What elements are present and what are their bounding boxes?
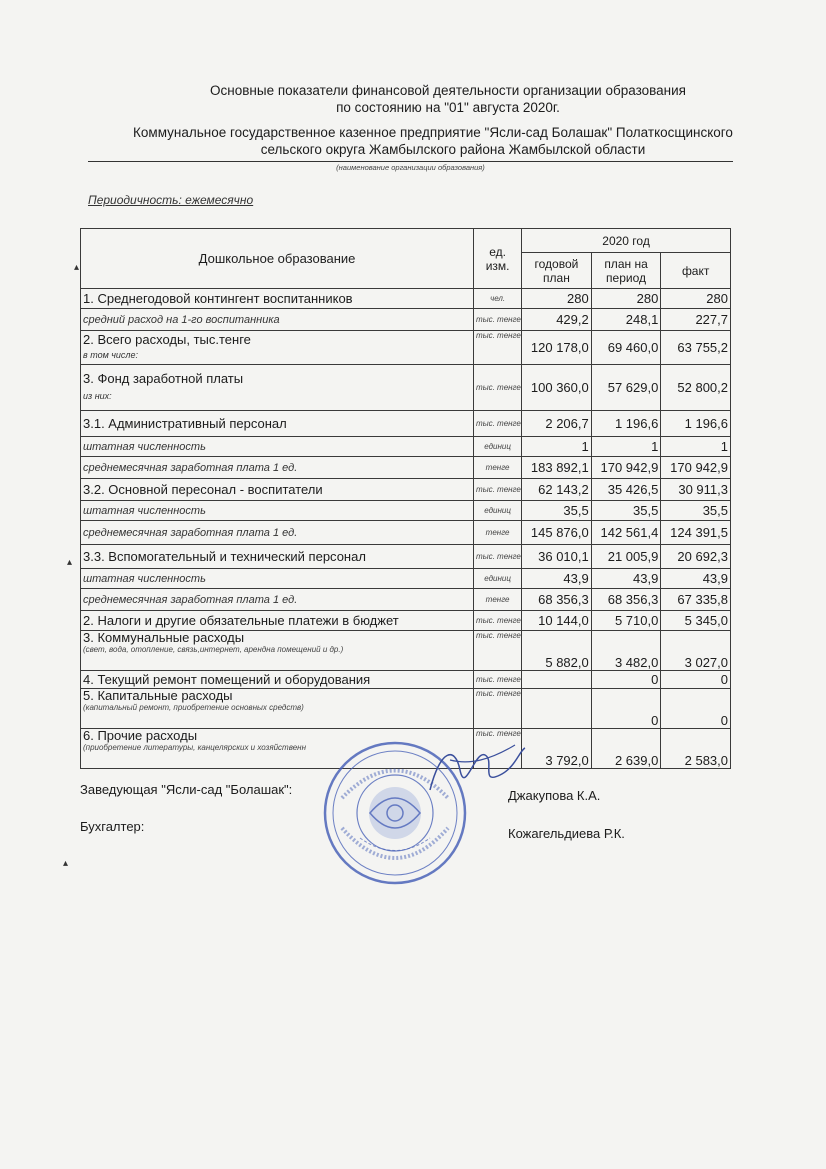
row-unit: тенге (474, 521, 522, 545)
cell-period: 43,9 (591, 569, 661, 589)
cell-fact: 67 335,8 (661, 589, 731, 611)
cell-fact: 170 942,9 (661, 457, 731, 479)
cell-period: 0 (591, 671, 661, 689)
periodicity-label: Периодичность: ежемесячно (88, 193, 254, 207)
row-name: 3.1. Административный персонал (81, 411, 474, 437)
cell-fact: 2 583,0 (661, 729, 731, 769)
cell-fact: 0 (661, 689, 731, 729)
accountant-name: Кожагельдиева Р.К. (508, 826, 625, 841)
row-name: среднемесячная заработная плата 1 ед. (81, 457, 474, 479)
cell-annual: 43,9 (522, 569, 592, 589)
table-row (81, 545, 731, 569)
row-unit: тыс. тенге (474, 309, 522, 331)
organization-name-line2: сельского округа Жамбылского района Жамбылской области (260, 142, 646, 157)
table-row (81, 501, 731, 521)
row-name: 3.3. Вспомогательный и технический персонал (81, 545, 474, 569)
cell-annual: 36 010,1 (522, 545, 592, 569)
cell-annual: 280 (522, 289, 592, 309)
row-name: штатная численность (81, 569, 474, 589)
table-row (81, 365, 731, 411)
row-title: 6. Прочие расходы (83, 728, 198, 743)
table-row (81, 437, 731, 457)
cell-fact: 3 027,0 (661, 631, 731, 671)
row-note: (приобретение литературы, канцелярских и хозяйственн (83, 743, 306, 752)
cell-fact: 124 391,5 (661, 521, 731, 545)
row-title: 2. Всего расходы, тыс.тенге (83, 332, 251, 347)
row-unit: тыс. тенге (474, 479, 522, 501)
cell-annual: 10 144,0 (522, 611, 592, 631)
row-unit: тыс. тенге (474, 729, 522, 769)
row-subtitle: в том числе: (83, 350, 139, 360)
row-unit: тыс. тенге (474, 545, 522, 569)
cell-period: 1 (591, 437, 661, 457)
cell-annual: 145 876,0 (522, 521, 592, 545)
table-row (81, 289, 731, 309)
accountant-label: Бухгалтер: (80, 819, 145, 834)
cell-period: 35 426,5 (591, 479, 661, 501)
cell-period: 35,5 (591, 501, 661, 521)
cell-period: 2 639,0 (591, 729, 661, 769)
financial-table (80, 228, 731, 769)
table-row (81, 479, 731, 501)
cell-fact: 0 (661, 671, 731, 689)
table-row (81, 521, 731, 545)
row-unit: единиц (474, 437, 522, 457)
cell-period: 5 710,0 (591, 611, 661, 631)
organization-underline (88, 161, 733, 162)
row-name: 1. Среднегодовой контингент воспитанников (81, 289, 474, 309)
row-name (81, 631, 474, 671)
header-period-plan: план на период (591, 253, 661, 289)
row-title: 5. Капитальные расходы (83, 688, 233, 703)
header-name: Дошкольное образование (81, 229, 474, 289)
table-row (81, 631, 731, 671)
row-unit: тыс. тенге (474, 331, 522, 365)
row-subtitle: из них: (83, 391, 112, 401)
row-unit: тыс. тенге (474, 611, 522, 631)
head-label: Заведующая "Ясли-сад "Болашак": (80, 782, 293, 797)
cell-annual: 120 178,0 (522, 331, 592, 365)
table-row (81, 411, 731, 437)
row-unit: тыс. тенге (474, 365, 522, 411)
row-name: средний расход на 1-го воспитанника (81, 309, 474, 331)
cell-fact: 1 (661, 437, 731, 457)
cell-fact: 35,5 (661, 501, 731, 521)
table-row (81, 331, 731, 365)
table-row (81, 589, 731, 611)
row-title: 3. Фонд заработной платы (83, 371, 244, 386)
cell-period: 248,1 (591, 309, 661, 331)
cell-period: 280 (591, 289, 661, 309)
margin-mark: ▴ (63, 858, 69, 869)
row-unit: тыс. тенге (474, 689, 522, 729)
row-unit: единиц (474, 569, 522, 589)
cell-period: 0 (591, 689, 661, 729)
cell-annual: 62 143,2 (522, 479, 592, 501)
row-unit: тенге (474, 589, 522, 611)
header-unit: ед. изм. (474, 229, 522, 289)
row-name (81, 689, 474, 729)
row-unit: тенге (474, 457, 522, 479)
cell-fact: 30 911,3 (661, 479, 731, 501)
cell-period: 57 629,0 (591, 365, 661, 411)
cell-fact: 63 755,2 (661, 331, 731, 365)
row-unit: тыс. тенге (474, 631, 522, 671)
cell-period: 3 482,0 (591, 631, 661, 671)
row-name (81, 331, 474, 365)
cell-annual: 3 792,0 (522, 729, 592, 769)
cell-annual: 5 882,0 (522, 631, 592, 671)
table-row (81, 689, 731, 729)
row-name: штатная численность (81, 501, 474, 521)
organization-name-line1: Коммунальное государственное казенное предприятие "Ясли-сад Болашак" Полаткосщинского (133, 125, 733, 140)
table-row (81, 569, 731, 589)
cell-fact: 20 692,3 (661, 545, 731, 569)
cell-fact: 227,7 (661, 309, 731, 331)
row-unit: тыс. тенге (474, 671, 522, 689)
head-name: Джакупова К.А. (508, 788, 601, 803)
table-row (81, 611, 731, 631)
row-name: штатная численность (81, 437, 474, 457)
cell-annual: 100 360,0 (522, 365, 592, 411)
cell-annual: 35,5 (522, 501, 592, 521)
cell-period: 69 460,0 (591, 331, 661, 365)
cell-fact: 280 (661, 289, 731, 309)
table-row (81, 671, 731, 689)
row-name: 4. Текущий ремонт помещений и оборудования (81, 671, 474, 689)
header-fact: факт (661, 253, 731, 289)
cell-annual: 1 (522, 437, 592, 457)
margin-mark: ▴ (67, 557, 73, 568)
cell-annual: 183 892,1 (522, 457, 592, 479)
header-year: 2020 год (522, 229, 731, 253)
cell-annual: 68 356,3 (522, 589, 592, 611)
row-unit: единиц (474, 501, 522, 521)
cell-fact: 5 345,0 (661, 611, 731, 631)
cell-period: 142 561,4 (591, 521, 661, 545)
cell-fact: 52 800,2 (661, 365, 731, 411)
cell-fact: 1 196,6 (661, 411, 731, 437)
row-name: 3.2. Основной пересонал - воспитатели (81, 479, 474, 501)
cell-annual (522, 689, 592, 729)
cell-annual (522, 671, 592, 689)
organization-caption: (наименование организации образования) (336, 163, 485, 172)
row-note: (капитальный ремонт, приобретение основных средств) (83, 703, 304, 712)
cell-period: 170 942,9 (591, 457, 661, 479)
cell-period: 21 005,9 (591, 545, 661, 569)
cell-period: 68 356,3 (591, 589, 661, 611)
report-title-line2: по состоянию на "01" августа 2020г. (336, 100, 560, 115)
row-name: среднемесячная заработная плата 1 ед. (81, 521, 474, 545)
row-title: 3. Коммунальные расходы (83, 630, 245, 645)
cell-annual: 2 206,7 (522, 411, 592, 437)
table-row (81, 457, 731, 479)
row-note: (свет, вода, отопление, связь,интернет, арендна помещений и др.) (83, 645, 344, 654)
header-annual-plan: годовой план (522, 253, 592, 289)
cell-annual: 429,2 (522, 309, 592, 331)
handwritten-signature (420, 740, 530, 800)
row-unit: чел. (474, 289, 522, 309)
table-row (81, 309, 731, 331)
cell-fact: 43,9 (661, 569, 731, 589)
row-name (81, 365, 474, 411)
row-unit: тыс. тенге (474, 411, 522, 437)
row-name: среднемесячная заработная плата 1 ед. (81, 589, 474, 611)
margin-mark: ▴ (74, 262, 80, 273)
cell-period: 1 196,6 (591, 411, 661, 437)
report-title-line1: Основные показатели финансовой деятельности организации образования (210, 83, 686, 98)
row-name: 2. Налоги и другие обязательные платежи в бюджет (81, 611, 474, 631)
